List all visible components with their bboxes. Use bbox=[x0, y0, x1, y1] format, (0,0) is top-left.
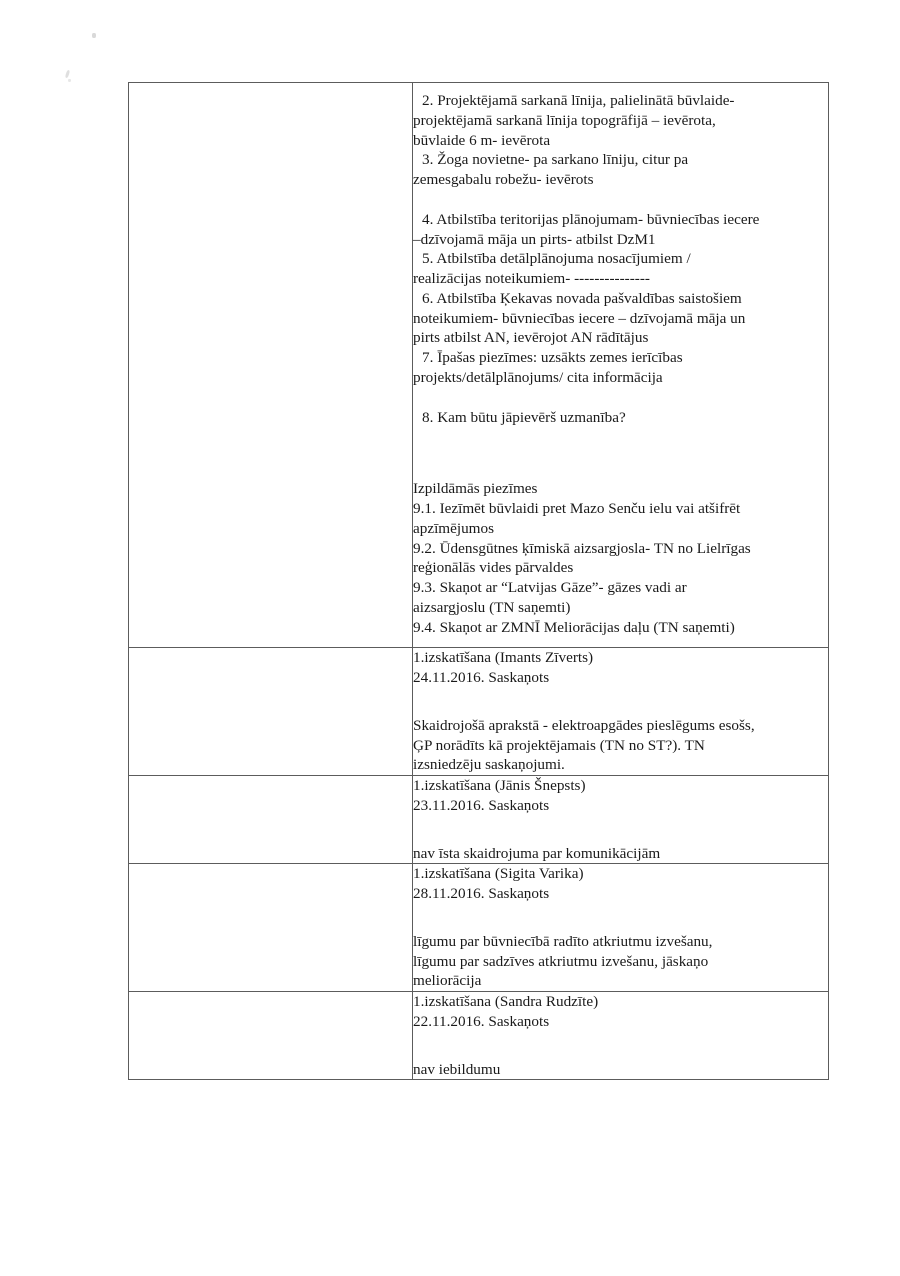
review-title: 1.izskatīšana (Sandra Rudzīte) bbox=[413, 993, 599, 1010]
table-row bbox=[129, 83, 829, 648]
review-header bbox=[413, 776, 828, 816]
note-line: 9.2. Ūdensgūtnes ķīmiskā aizsargjosla- TN no Lielrīgas bbox=[413, 539, 751, 557]
note-line: apzīmējumos bbox=[413, 519, 494, 537]
note-line: Izpildāmās piezīmes bbox=[413, 480, 538, 498]
comment-line: nav īsta skaidrojuma par komunikācijām bbox=[413, 844, 661, 862]
table-cell-left bbox=[129, 648, 413, 776]
comment-line: meliorācija bbox=[413, 972, 482, 990]
scan-speckle bbox=[65, 70, 70, 79]
review-date-status: 24.11.2016. Saskaņots bbox=[413, 669, 550, 686]
table-cell-review-rudzite bbox=[413, 992, 829, 1080]
note-line: zemesgabalu robežu- ievērots bbox=[413, 171, 594, 188]
table-row bbox=[129, 864, 829, 992]
review-comment bbox=[413, 844, 828, 864]
note-line: 8. Kam būtu jāpievērš uzmanība? bbox=[422, 408, 626, 426]
review-comment bbox=[413, 932, 828, 991]
review-date-status: 23.11.2016. Saskaņots bbox=[413, 796, 550, 814]
review-title: 1.izskatīšana (Sigita Varika) bbox=[413, 865, 584, 883]
table-cell-notes bbox=[413, 83, 829, 648]
table-row bbox=[129, 992, 829, 1080]
note-line: projekts/detālplānojums/ cita informācija bbox=[413, 368, 663, 386]
note-line: 7. Īpašas piezīmes: uzsākts zemes ierīcības bbox=[422, 349, 683, 366]
notes-group-item-8 bbox=[413, 408, 828, 428]
note-line: 6. Atbilstība Ķekavas novada pašvaldības saistošiem bbox=[422, 289, 742, 307]
notes-group-items-2-3 bbox=[413, 91, 828, 190]
review-date-status: 22.11.2016. Saskaņots bbox=[413, 1012, 550, 1030]
review-comment bbox=[413, 1060, 828, 1080]
spacer bbox=[413, 688, 828, 716]
comment-line: Skaidrojošā aprakstā - elektroapgādes pieslēgums esošs, bbox=[413, 716, 755, 734]
note-line: reģionālās vides pārvaldes bbox=[413, 559, 574, 577]
note-line: pirts atbilst AN, ievērojot AN rādītājus bbox=[413, 329, 649, 347]
table-row bbox=[129, 648, 829, 776]
table-cell-review-varika bbox=[413, 864, 829, 992]
review-header bbox=[413, 992, 828, 1032]
table-cell-left bbox=[129, 83, 413, 648]
comment-line: līgumu par sadzīves atkriutmu izvešanu, jāskaņo bbox=[413, 952, 709, 970]
review-header bbox=[413, 648, 828, 688]
note-line: realizācijas noteikumiem- --------------- bbox=[413, 270, 650, 287]
note-line: 2. Projektējamā sarkanā līnija, palielinātā būvlaide- bbox=[422, 92, 735, 109]
note-line: aizsargjoslu (TN saņemti) bbox=[413, 598, 571, 616]
table-body bbox=[129, 83, 829, 1080]
table-cell-left bbox=[129, 776, 413, 864]
scan-speckle bbox=[92, 33, 96, 38]
comment-line: līgumu par būvniecībā radīto atkriutmu izvešanu, bbox=[413, 932, 713, 950]
notes-group-item-9 bbox=[413, 479, 828, 637]
note-line: 9.1. Iezīmēt būvlaidi pret Mazo Senču ielu vai atšifrēt bbox=[413, 500, 741, 517]
table-cell-left bbox=[129, 864, 413, 992]
comment-line: izsniedzēju saskaņojumi. bbox=[413, 756, 565, 774]
spacer bbox=[413, 816, 828, 844]
approval-notes-table bbox=[128, 82, 829, 1080]
review-comment bbox=[413, 716, 828, 775]
notes-group-items-4-7 bbox=[413, 210, 828, 388]
table-cell-left bbox=[129, 992, 413, 1080]
note-line: 3. Žoga novietne- pa sarkano līniju, citur pa bbox=[422, 151, 689, 169]
spacer bbox=[413, 1032, 828, 1060]
note-line: būvlaide 6 m- ievērota bbox=[413, 131, 551, 149]
spacer bbox=[413, 904, 828, 932]
table-row bbox=[129, 776, 829, 864]
comment-line: nav iebildumu bbox=[413, 1060, 501, 1078]
spacer bbox=[413, 190, 828, 210]
table-cell-review-snepsts bbox=[413, 776, 829, 864]
note-line: 9.3. Skaņot ar “Latvijas Gāze”- gāzes vadi ar bbox=[413, 579, 687, 596]
note-line: 5. Atbilstība detālplānojuma nosacījumiem / bbox=[422, 250, 691, 268]
review-title: 1.izskatīšana (Imants Zīverts) bbox=[413, 649, 594, 667]
spacer bbox=[413, 427, 828, 479]
note-line: –dzīvojamā māja un pirts- atbilst DzM1 bbox=[413, 230, 656, 248]
note-line: noteikumiem- būvniecības iecere – dzīvojamā māja un bbox=[413, 309, 746, 327]
comment-line: ĢP norādīts kā projektējamais (TN no ST?). TN bbox=[413, 736, 705, 754]
note-line: 4. Atbilstība teritorijas plānojumam- būvniecības iecere bbox=[422, 210, 760, 228]
scan-speckle bbox=[68, 79, 71, 82]
review-title: 1.izskatīšana (Jānis Šnepsts) bbox=[413, 777, 586, 794]
review-date-status: 28.11.2016. Saskaņots bbox=[413, 885, 550, 902]
table-cell-review-ziverts bbox=[413, 648, 829, 776]
spacer bbox=[413, 388, 828, 408]
review-header bbox=[413, 864, 828, 904]
note-line: 9.4. Skaņot ar ZMNĪ Meliorācijas daļu (TN saņemti) bbox=[413, 618, 735, 636]
note-line: projektējamā sarkanā līnija topogrāfijā – ievērota, bbox=[413, 111, 716, 129]
